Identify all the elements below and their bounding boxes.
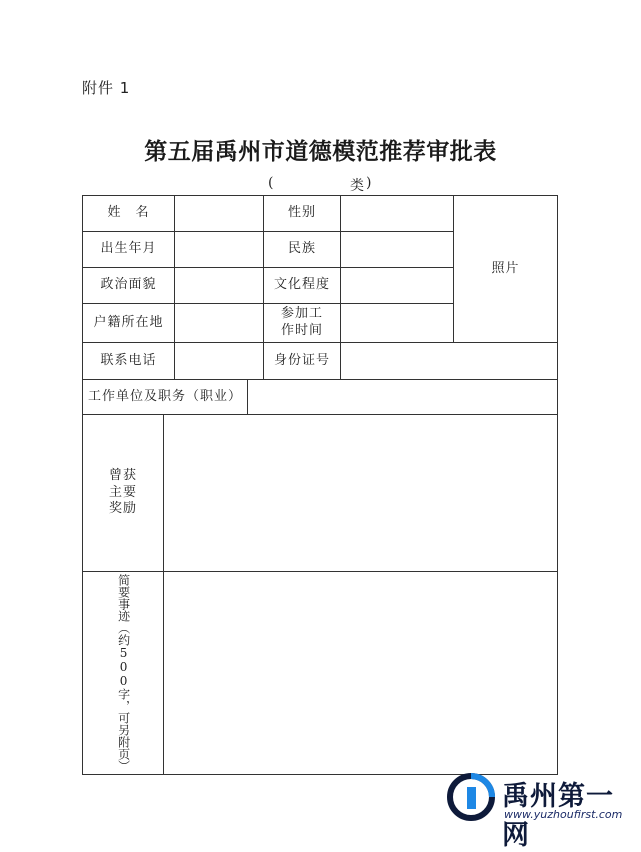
work-start-label <box>263 303 341 343</box>
work-start-label-line2: 作时间 <box>280 323 323 338</box>
deeds-label-cell <box>82 571 164 775</box>
ethnicity-field[interactable] <box>340 231 454 268</box>
birth-field[interactable] <box>174 231 264 268</box>
approval-form-table <box>82 195 558 775</box>
residence-label: 户籍所在地 <box>82 303 175 343</box>
phone-field[interactable] <box>174 342 264 380</box>
employer-label: 工作单位及职务（职业） <box>82 379 248 415</box>
work-start-label-line1: 参加工 <box>280 306 323 322</box>
category-close-paren: ) <box>366 175 372 191</box>
awards-label-line2: 主要 <box>108 484 137 500</box>
education-label: 文化程度 <box>263 267 341 304</box>
employer-field[interactable] <box>247 379 558 415</box>
category-open-paren: ( <box>268 175 274 191</box>
name-label: 姓 名 <box>82 195 175 232</box>
attachment-label: 附件 1 <box>82 79 131 97</box>
name-field[interactable] <box>174 195 264 232</box>
awards-field[interactable] <box>163 414 558 572</box>
gender-label: 性别 <box>263 195 341 232</box>
awards-label-line1: 曾获 <box>108 467 137 483</box>
ethnicity-label: 民族 <box>263 231 341 268</box>
political-field[interactable] <box>174 267 264 304</box>
awards-label-line3: 奖励 <box>108 501 137 517</box>
id-field[interactable] <box>340 342 558 380</box>
photo-box[interactable]: 照片 <box>453 195 558 343</box>
gender-field[interactable] <box>340 195 454 232</box>
phone-label: 联系电话 <box>82 342 175 380</box>
id-label: 身份证号 <box>263 342 341 380</box>
political-label: 政治面貌 <box>82 267 175 304</box>
work-start-field[interactable] <box>340 303 454 343</box>
category-word: 类 <box>350 178 364 194</box>
deeds-label: 简要事迹（约500字，可另附页） <box>116 574 131 772</box>
birth-label: 出生年月 <box>82 231 175 268</box>
residence-field[interactable] <box>174 303 264 343</box>
form-title: 第五届禹州市道德模范推荐审批表 <box>144 138 497 165</box>
site-logo-icon <box>446 772 496 822</box>
awards-label <box>82 414 164 572</box>
site-url: www.yuzhoufirst.com <box>504 808 623 821</box>
site-watermark <box>446 770 636 851</box>
education-field[interactable] <box>340 267 454 304</box>
deeds-field[interactable] <box>163 571 558 775</box>
site-name: 禹州第一网 <box>502 781 614 851</box>
